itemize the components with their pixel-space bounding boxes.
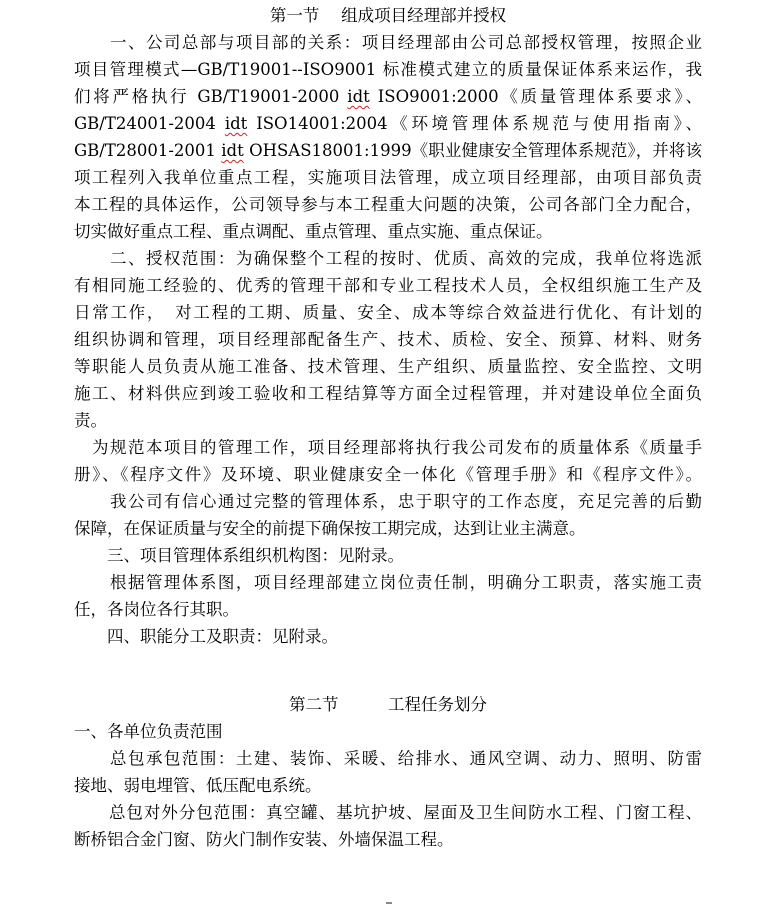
spellcheck-mark: idt [347,87,370,106]
section-1-p2-line-4: 组织协调和管理，项目经理部配备生产、技术、质检、安全、预算、材料、财务 [74,330,702,349]
section-1-p1-line-1: 一、公司总部与项目部的关系：项目经理部由公司总部授权管理，按照企业 [74,33,702,52]
section-1-p1-line-7: 本工程的具体运作，公司领导参与本工程重大问题的决策，公司各部门全力配合， [74,195,702,214]
spellcheck-mark: idt [224,114,248,133]
page-number-mark [386,902,392,904]
section-2-p1-line-2: 接地、弱电埋管、低压配电系统。 [74,776,322,795]
section-1-p2-line-1: 二、授权范围：为确保整个工程的按时、优质、高效的完成，我单位将选派 [74,249,702,268]
section-2-title: 第二节 工程任务划分 [289,695,487,714]
section-1-p1-line-5: GB/T28001-2001 idt OHSAS18001:1999《职业健康安全管理体系规范》，并将该 [74,141,702,160]
section-1-p3-line-1: 为规范本项目的管理工作，项目经理部将执行我公司发布的质量体系《质量手 [74,438,702,457]
section-1-p2-line-2: 有相同施工经验的、优秀的管理干部和专业工程技术人员，全权组织施工生产及 [74,276,702,295]
section-1-p3-line-2: 册》、《程序文件》及环境、职业健康安全一体化《管理手册》和《程序文件》。 [74,465,702,484]
section-1-p4-line-1: 我公司有信心通过完整的管理体系，忠于职守的工作态度，充足完善的后勤 [74,492,702,511]
section-1-p4-line-2: 保障，在保证质量与安全的前提下确保按工期完成，达到让业主满意。 [74,519,586,538]
section-1-p1-line-2: 项目管理模式—GB/T19001--ISO9001 标准模式建立的质量保证体系来运作，我 [74,60,702,79]
section-1-p2-line-3: 日常工作， 对工程的工期、质量、安全、成本等综合效益进行优化、有计划的 [74,303,702,322]
section-1-p7: 四、职能分工及职责：见附录。 [74,627,338,646]
section-1-p1-line-3: 们将严格执行 GB/T19001-2000 idt ISO9001:2000《质量管理体系要求》、 [74,87,702,106]
section-1-p1-line-8: 切实做好重点工程、重点调配、重点管理、重点实施、重点保证。 [74,222,553,241]
section-1-p6-line-1: 根据管理体系图，项目经理部建立岗位责任制，明确分工职责，落实施工责 [74,573,702,592]
section-1-p2-line-5: 等职能人员负责从施工准备、技术管理、生产组织、质量监控、安全监控、文明 [74,357,702,376]
section-2-subheading: 一、各单位负责范围 [74,722,223,741]
section-2-p2-line-2: 断桥铝合金门窗、防火门制作安装、外墙保温工程。 [74,830,454,849]
section-1-p5: 三、项目管理体系组织机构图：见附录。 [74,546,404,565]
section-1-p2-line-7: 责。 [74,411,107,430]
spellcheck-mark: idt [221,141,244,160]
section-1-p6-line-2: 任，各岗位各行其职。 [74,600,239,619]
section-1-title: 第一节 组成项目经理部并授权 [269,6,507,25]
section-2-p1-line-1: 总包承包范围：土建、装饰、采暖、给排水、通风空调、动力、照明、防雷 [74,749,702,768]
section-1-p1-line-4: GB/T24001-2004 idt ISO14001:2004《环境管理体系规范与使用指南》、 [74,114,702,133]
section-1-p1-line-6: 项工程列入我单位重点工程，实施项目法管理，成立项目经理部，由项目部负责 [74,168,702,187]
section-2-p2-line-1: 总包对外分包范围：真空罐、基坑护坡、屋面及卫生间防水工程、门窗工程、 [74,803,702,822]
section-1-p2-line-6: 施工、材料供应到竣工验收和工程结算等方面全过程管理，并对建设单位全面负 [74,384,702,403]
